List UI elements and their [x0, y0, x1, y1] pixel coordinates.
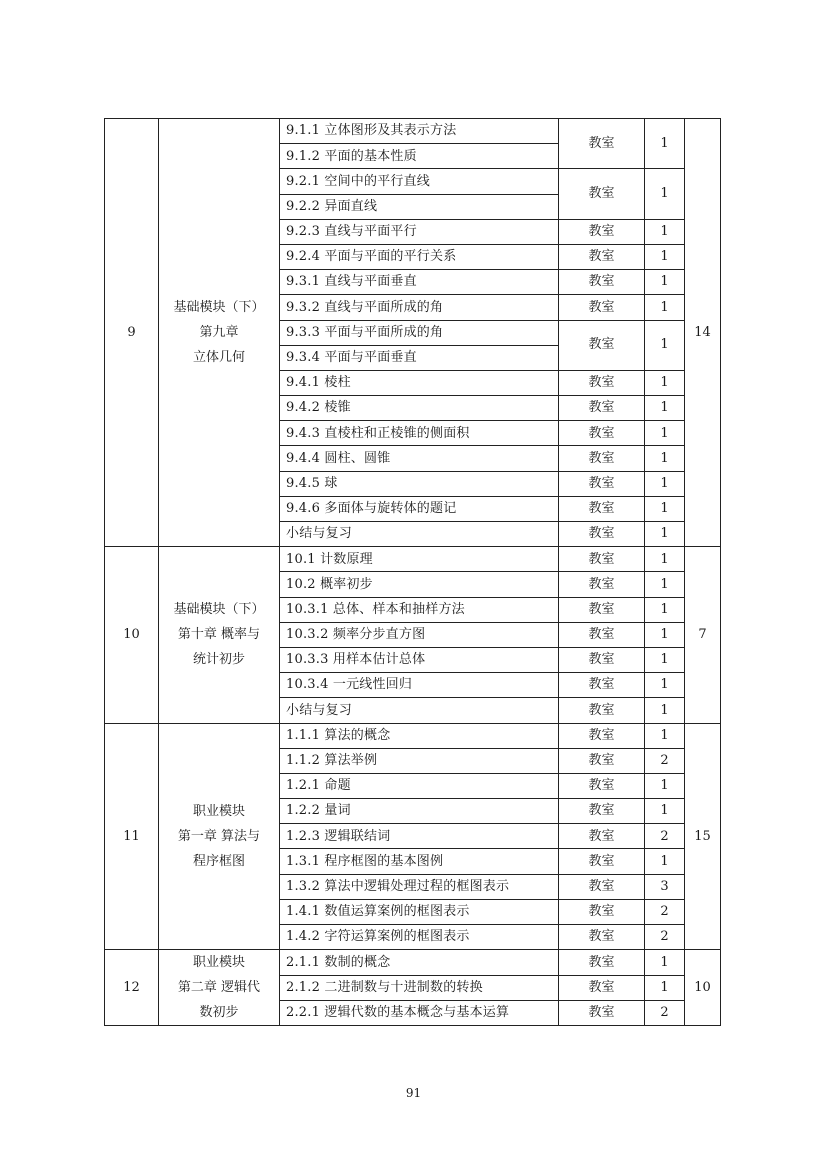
topic-cell: 10.1 计数原理: [280, 547, 559, 572]
location-cell: 教室: [559, 572, 645, 597]
hours-cell: 1: [645, 572, 685, 597]
hours-cell: 1: [645, 597, 685, 622]
topic-cell: 2.2.1 逻辑代数的基本概念与基本运算: [280, 1000, 559, 1025]
topic-cell: 10.3.2 频率分步直方图: [280, 622, 559, 647]
chapter-name-line: 基础模块（下）: [173, 300, 265, 316]
hours-cell: 1: [645, 421, 685, 446]
hours-cell: 1: [645, 244, 685, 269]
topic-cell: 9.4.6 多面体与旋转体的题记: [280, 496, 559, 521]
chapter-name-line: 数初步: [199, 1005, 239, 1021]
topic-cell: 9.4.5 球: [280, 471, 559, 496]
hours-cell: 1: [645, 975, 685, 1000]
topic-cell: 1.1.1 算法的概念: [280, 723, 559, 748]
location-cell: 教室: [559, 899, 645, 924]
location-cell: 教室: [559, 219, 645, 244]
topic-cell: 小结与复习: [280, 522, 559, 547]
topic-cell: 10.3.3 用样本估计总体: [280, 647, 559, 672]
hours-cell: 1: [645, 295, 685, 320]
hours-cell: 3: [645, 874, 685, 899]
hours-cell: 1: [645, 522, 685, 547]
table-row: [105, 950, 721, 975]
chapter-name-line: 第二章 逻辑代: [177, 980, 261, 996]
topic-cell: 10.3.4 一元线性回归: [280, 673, 559, 698]
hours-cell: 1: [645, 320, 685, 370]
page-number: 91: [405, 1086, 422, 1100]
location-cell: 教室: [559, 446, 645, 471]
hours-cell: 1: [645, 647, 685, 672]
chapter-total-hours: 7: [685, 547, 721, 723]
table-row: [105, 723, 721, 748]
hours-cell: 1: [645, 799, 685, 824]
topic-cell: 1.3.1 程序框图的基本图例: [280, 849, 559, 874]
topic-cell: 9.4.1 棱柱: [280, 370, 559, 395]
chapter-name-line: 职业模块: [192, 803, 245, 819]
topic-cell: 9.2.2 异面直线: [280, 194, 559, 219]
topic-cell: 9.3.3 平面与平面所成的角: [280, 320, 559, 345]
location-cell: 教室: [559, 496, 645, 521]
hours-cell: 1: [645, 471, 685, 496]
location-cell: 教室: [559, 673, 645, 698]
topic-cell: 2.1.1 数制的概念: [280, 950, 559, 975]
topic-cell: 9.4.2 棱锥: [280, 396, 559, 421]
topic-cell: 1.2.2 量词: [280, 799, 559, 824]
hours-cell: 1: [645, 396, 685, 421]
chapter-name: [159, 547, 280, 723]
chapter-total-hours: 14: [685, 119, 721, 547]
hours-cell: 2: [645, 899, 685, 924]
location-cell: 教室: [559, 799, 645, 824]
hours-cell: 1: [645, 547, 685, 572]
table-row: [105, 547, 721, 572]
chapter-name: [159, 723, 280, 950]
topic-cell: 1.2.1 命题: [280, 773, 559, 798]
topic-cell: 10.2 概率初步: [280, 572, 559, 597]
hours-cell: 1: [645, 849, 685, 874]
hours-cell: 1: [645, 773, 685, 798]
topic-cell: 9.2.3 直线与平面平行: [280, 219, 559, 244]
chapter-name-line: 第十章 概率与: [177, 627, 261, 643]
topic-cell: 9.3.2 直线与平面所成的角: [280, 295, 559, 320]
hours-cell: 1: [645, 270, 685, 295]
topic-cell: 10.3.1 总体、样本和抽样方法: [280, 597, 559, 622]
chapter-name-line: 统计初步: [192, 652, 245, 668]
topic-cell: 1.3.2 算法中逻辑处理过程的框图表示: [280, 874, 559, 899]
location-cell: 教室: [559, 849, 645, 874]
hours-cell: 1: [645, 723, 685, 748]
chapter-name-line: 第一章 算法与: [177, 828, 261, 844]
location-cell: 教室: [559, 119, 645, 169]
chapter-total-hours: 15: [685, 723, 721, 950]
chapter-name: [159, 119, 280, 547]
topic-cell: 9.2.1 空间中的平行直线: [280, 169, 559, 194]
hours-cell: 1: [645, 673, 685, 698]
chapter-number: 11: [105, 723, 159, 950]
topic-cell: 小结与复习: [280, 698, 559, 723]
location-cell: 教室: [559, 421, 645, 446]
location-cell: 教室: [559, 471, 645, 496]
schedule-table-body: [105, 119, 721, 1026]
chapter-total-hours: 10: [685, 950, 721, 1026]
location-cell: 教室: [559, 748, 645, 773]
hours-cell: 1: [645, 622, 685, 647]
location-cell: 教室: [559, 925, 645, 950]
location-cell: 教室: [559, 622, 645, 647]
chapter-name-line: 程序框图: [192, 853, 245, 869]
location-cell: 教室: [559, 270, 645, 295]
location-cell: 教室: [559, 370, 645, 395]
location-cell: 教室: [559, 1000, 645, 1025]
topic-cell: 1.1.2 算法举例: [280, 748, 559, 773]
chapter-number: 9: [105, 119, 159, 547]
topic-cell: 2.1.2 二进制数与十进制数的转换: [280, 975, 559, 1000]
location-cell: 教室: [559, 244, 645, 269]
location-cell: 教室: [559, 773, 645, 798]
location-cell: 教室: [559, 975, 645, 1000]
chapter-number: 12: [105, 950, 159, 1026]
table-row: [105, 119, 721, 144]
chapter-number: 10: [105, 547, 159, 723]
hours-cell: 2: [645, 748, 685, 773]
chapter-name-line: 第九章: [199, 325, 239, 341]
location-cell: 教室: [559, 547, 645, 572]
location-cell: 教室: [559, 320, 645, 370]
location-cell: 教室: [559, 169, 645, 219]
topic-cell: 9.2.4 平面与平面的平行关系: [280, 244, 559, 269]
hours-cell: 2: [645, 824, 685, 849]
location-cell: 教室: [559, 950, 645, 975]
schedule-table: [104, 118, 721, 1026]
location-cell: 教室: [559, 295, 645, 320]
location-cell: 教室: [559, 698, 645, 723]
hours-cell: 1: [645, 119, 685, 169]
location-cell: 教室: [559, 874, 645, 899]
chapter-name-line: 立体几何: [192, 350, 245, 366]
chapter-name-line: 职业模块: [192, 955, 245, 971]
chapter-name-line: 基础模块（下）: [173, 602, 265, 618]
hours-cell: 1: [645, 219, 685, 244]
topic-cell: 1.2.3 逻辑联结词: [280, 824, 559, 849]
hours-cell: 1: [645, 496, 685, 521]
topic-cell: 9.3.4 平面与平面垂直: [280, 345, 559, 370]
topic-cell: 9.4.3 直棱柱和正棱锥的侧面积: [280, 421, 559, 446]
hours-cell: 1: [645, 698, 685, 723]
location-cell: 教室: [559, 647, 645, 672]
topic-cell: 1.4.1 数值运算案例的框图表示: [280, 899, 559, 924]
topic-cell: 9.4.4 圆柱、圆锥: [280, 446, 559, 471]
chapter-name: [159, 950, 280, 1026]
hours-cell: 1: [645, 169, 685, 219]
location-cell: 教室: [559, 723, 645, 748]
location-cell: 教室: [559, 522, 645, 547]
topic-cell: 1.4.2 字符运算案例的框图表示: [280, 925, 559, 950]
topic-cell: 9.3.1 直线与平面垂直: [280, 270, 559, 295]
hours-cell: 2: [645, 925, 685, 950]
topic-cell: 9.1.1 立体图形及其表示方法: [280, 119, 559, 144]
location-cell: 教室: [559, 396, 645, 421]
hours-cell: 1: [645, 950, 685, 975]
hours-cell: 1: [645, 370, 685, 395]
topic-cell: 9.1.2 平面的基本性质: [280, 144, 559, 169]
location-cell: 教室: [559, 824, 645, 849]
hours-cell: 2: [645, 1000, 685, 1025]
hours-cell: 1: [645, 446, 685, 471]
location-cell: 教室: [559, 597, 645, 622]
